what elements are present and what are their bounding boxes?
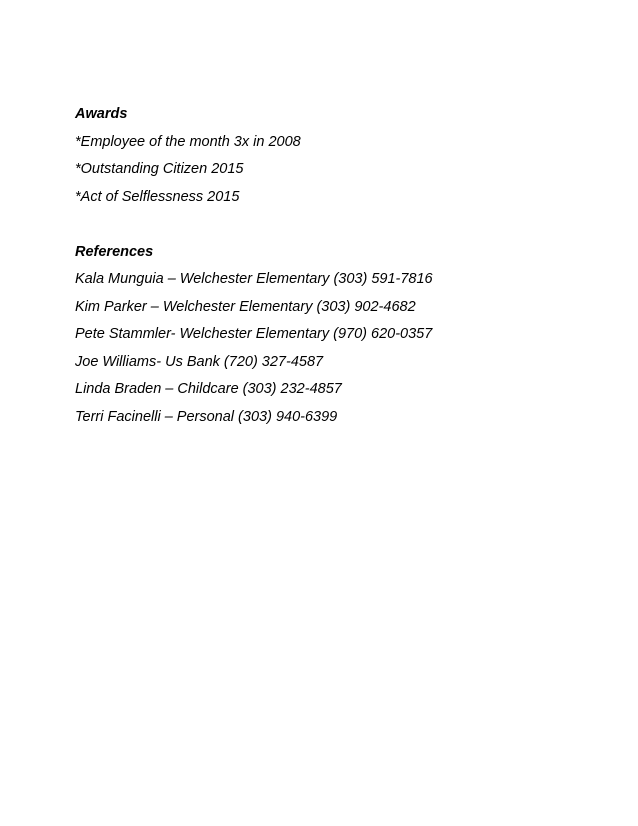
references-list — [75, 269, 595, 434]
award-item: *Employee of the month 3x in 2008 — [75, 133, 301, 150]
reference-item: Kala Munguia – Welchester Elementary (303) 591-7816 — [75, 271, 433, 287]
award-item: *Act of Selflessness 2015 — [75, 188, 240, 205]
award-item: *Outstanding Citizen 2015 — [75, 161, 244, 177]
section-spacer — [75, 214, 595, 242]
awards-list — [75, 132, 595, 215]
references-heading: References — [75, 243, 154, 260]
awards-section — [75, 104, 595, 214]
references-section — [75, 242, 595, 435]
reference-item: Terri Facinelli – Personal (303) 940-6399 — [75, 408, 338, 425]
reference-item: Linda Braden – Childcare (303) 232-4857 — [75, 381, 342, 397]
awards-heading: Awards — [75, 106, 128, 122]
reference-item: Pete Stammler- Welchester Elementary (970) 620-0357 — [75, 326, 433, 342]
reference-item: Joe Williams- Us Bank (720) 327-4587 — [75, 353, 324, 370]
document-content — [75, 104, 595, 434]
reference-item: Kim Parker – Welchester Elementary (303) 902-4682 — [75, 298, 416, 315]
